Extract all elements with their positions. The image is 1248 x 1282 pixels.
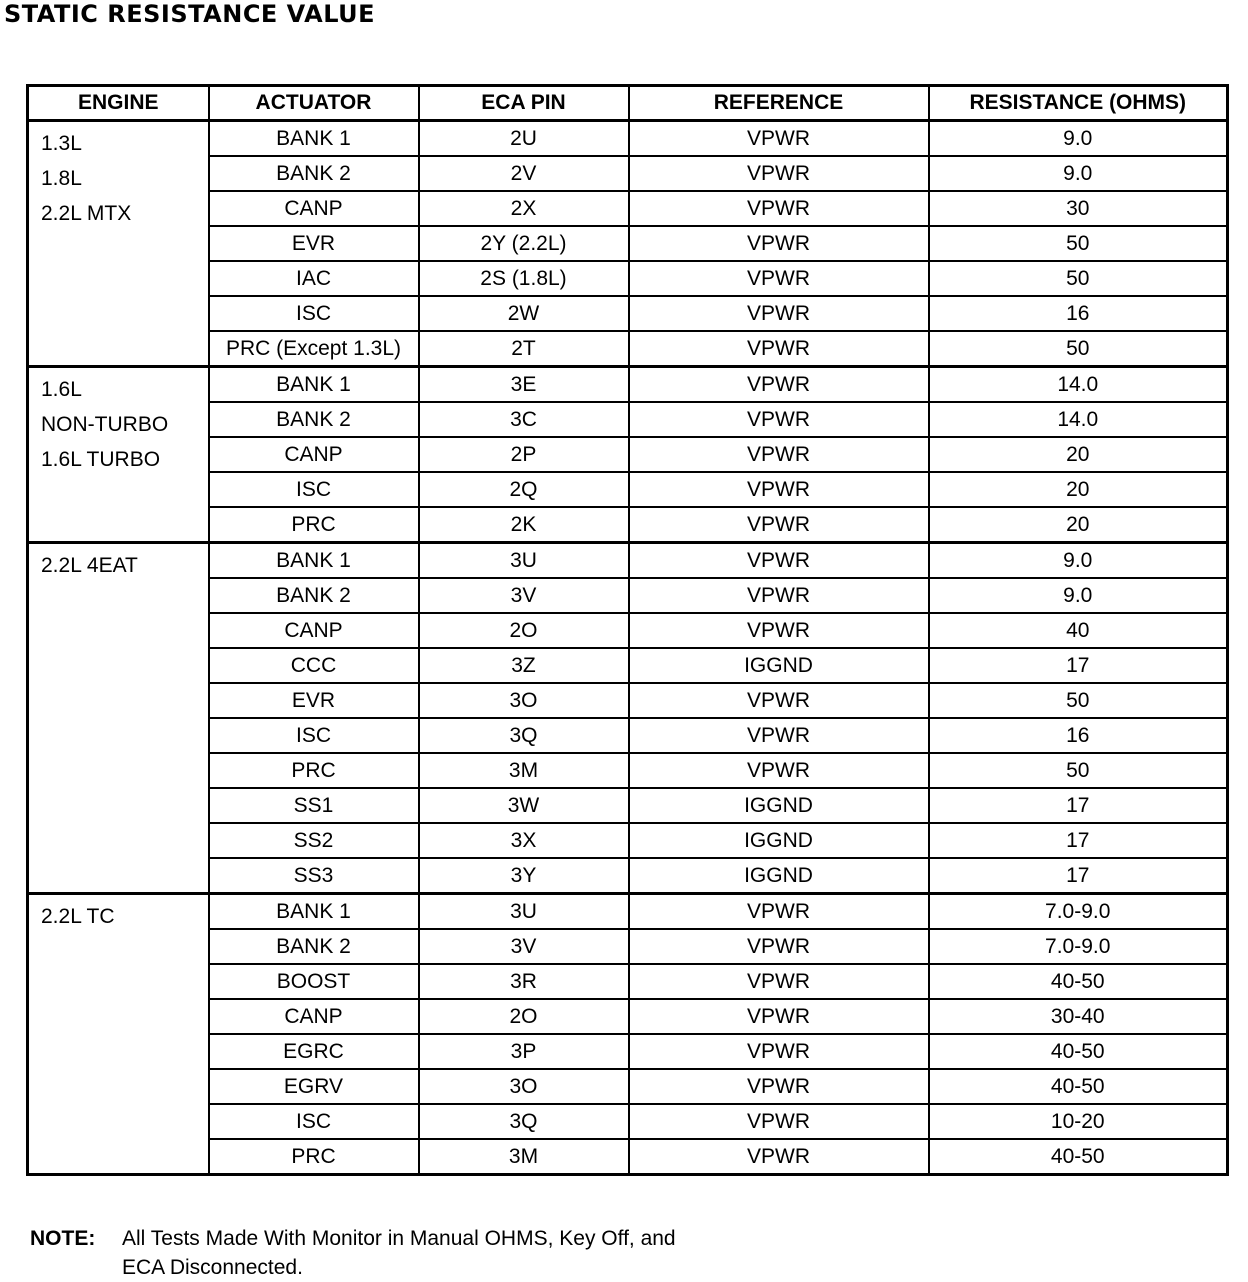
resistance-cell: 17 [929,648,1228,683]
eca-pin-cell: 2O [419,999,629,1034]
reference-cell: VPWR [629,1034,929,1069]
actuator-cell: BANK 2 [209,402,419,437]
reference-cell: VPWR [629,402,929,437]
table-body [28,121,1228,1175]
eca-pin-cell: 3M [419,1139,629,1175]
eca-pin-cell: 3V [419,578,629,613]
engine-cell [28,894,209,1175]
resistance-cell: 14.0 [929,367,1228,403]
reference-cell: VPWR [629,331,929,367]
eca-pin-cell: 2P [419,437,629,472]
resistance-cell: 9.0 [929,578,1228,613]
eca-pin-cell: 3Q [419,1104,629,1139]
reference-cell: VPWR [629,472,929,507]
eca-pin-cell: 3W [419,788,629,823]
eca-pin-cell: 2V [419,156,629,191]
note-line: ECA Disconnected. [122,1256,303,1279]
resistance-cell: 9.0 [929,156,1228,191]
actuator-cell: BANK 1 [209,894,419,930]
reference-cell: IGGND [629,858,929,894]
resistance-cell: 10-20 [929,1104,1228,1139]
resistance-cell: 50 [929,683,1228,718]
actuator-cell: EVR [209,683,419,718]
eca-pin-cell: 2K [419,507,629,543]
header-engine: ENGINE [28,86,209,121]
eca-pin-cell: 2Q [419,472,629,507]
eca-pin-cell: 3U [419,894,629,930]
eca-pin-cell: 2S (1.8L) [419,261,629,296]
actuator-cell: IAC [209,261,419,296]
reference-cell: VPWR [629,964,929,999]
actuator-cell: PRC [209,1139,419,1175]
actuator-cell: CCC [209,648,419,683]
actuator-cell: PRC (Except 1.3L) [209,331,419,367]
engine-label: 2.2L TC [41,905,115,928]
reference-cell: VPWR [629,683,929,718]
reference-cell: IGGND [629,788,929,823]
actuator-cell: ISC [209,718,419,753]
resistance-table [26,84,1229,1176]
reference-cell: VPWR [629,367,929,403]
reference-cell: VPWR [629,999,929,1034]
actuator-cell: CANP [209,613,419,648]
resistance-cell: 20 [929,507,1228,543]
actuator-cell: BANK 2 [209,156,419,191]
eca-pin-cell: 3Y [419,858,629,894]
reference-cell: VPWR [629,1139,929,1175]
actuator-cell: PRC [209,507,419,543]
reference-cell: VPWR [629,261,929,296]
resistance-cell: 7.0-9.0 [929,929,1228,964]
resistance-cell: 50 [929,331,1228,367]
reference-cell: IGGND [629,823,929,858]
resistance-cell: 30 [929,191,1228,226]
reference-cell: VPWR [629,543,929,579]
reference-cell: VPWR [629,437,929,472]
reference-cell: IGGND [629,648,929,683]
engine-cell [28,543,209,894]
actuator-cell: CANP [209,437,419,472]
header-resistance: RESISTANCE (OHMS) [929,86,1228,121]
engine-cell [28,367,209,543]
header-reference: REFERENCE [629,86,929,121]
eca-pin-cell: 2X [419,191,629,226]
table-header-row [28,86,1228,121]
reference-cell: VPWR [629,191,929,226]
reference-cell: VPWR [629,929,929,964]
resistance-cell: 40-50 [929,1069,1228,1104]
engine-cell [28,121,209,367]
reference-cell: VPWR [629,121,929,157]
actuator-cell: CANP [209,191,419,226]
actuator-cell: EVR [209,226,419,261]
eca-pin-cell: 2W [419,296,629,331]
resistance-cell: 30-40 [929,999,1228,1034]
engine-label: NON-TURBO [41,413,169,436]
resistance-cell: 17 [929,788,1228,823]
actuator-cell: EGRC [209,1034,419,1069]
table-row [28,894,1228,930]
note-line: All Tests Made With Monitor in Manual OHMS, Key Off, and [122,1227,676,1250]
note-label: NOTE: [30,1227,96,1250]
actuator-cell: SS2 [209,823,419,858]
actuator-cell: ISC [209,296,419,331]
resistance-cell: 17 [929,823,1228,858]
actuator-cell: BANK 1 [209,121,419,157]
reference-cell: VPWR [629,156,929,191]
resistance-cell: 17 [929,858,1228,894]
reference-cell: VPWR [629,296,929,331]
reference-cell: VPWR [629,1069,929,1104]
actuator-cell: PRC [209,753,419,788]
engine-label: 2.2L 4EAT [41,554,138,577]
reference-cell: VPWR [629,578,929,613]
reference-cell: VPWR [629,753,929,788]
page-title: STATIC RESISTANCE VALUE [4,0,376,28]
eca-pin-cell: 3C [419,402,629,437]
table-row [28,543,1228,579]
eca-pin-cell: 2Y (2.2L) [419,226,629,261]
resistance-cell: 20 [929,472,1228,507]
actuator-cell: ISC [209,472,419,507]
resistance-cell: 9.0 [929,543,1228,579]
header-eca-pin: ECA PIN [419,86,629,121]
eca-pin-cell: 3Q [419,718,629,753]
eca-pin-cell: 3X [419,823,629,858]
engine-label: 1.6L [41,378,82,401]
reference-cell: VPWR [629,894,929,930]
resistance-cell: 20 [929,437,1228,472]
actuator-cell: ISC [209,1104,419,1139]
eca-pin-cell: 3P [419,1034,629,1069]
resistance-cell: 50 [929,226,1228,261]
eca-pin-cell: 3U [419,543,629,579]
engine-label: 1.8L [41,167,82,190]
actuator-cell: CANP [209,999,419,1034]
actuator-cell: EGRV [209,1069,419,1104]
eca-pin-cell: 3R [419,964,629,999]
reference-cell: VPWR [629,718,929,753]
resistance-cell: 50 [929,753,1228,788]
resistance-cell: 40 [929,613,1228,648]
actuator-cell: SS3 [209,858,419,894]
eca-pin-cell: 2O [419,613,629,648]
resistance-cell: 9.0 [929,121,1228,157]
eca-pin-cell: 2U [419,121,629,157]
resistance-cell: 16 [929,296,1228,331]
resistance-cell: 40-50 [929,1034,1228,1069]
resistance-cell: 14.0 [929,402,1228,437]
eca-pin-cell: 3E [419,367,629,403]
actuator-cell: SS1 [209,788,419,823]
eca-pin-cell: 3O [419,1069,629,1104]
actuator-cell: BANK 1 [209,543,419,579]
reference-cell: VPWR [629,1104,929,1139]
resistance-cell: 7.0-9.0 [929,894,1228,930]
reference-cell: VPWR [629,613,929,648]
header-actuator: ACTUATOR [209,86,419,121]
resistance-cell: 50 [929,261,1228,296]
engine-label: 2.2L MTX [41,202,132,225]
note-text [122,1224,762,1282]
eca-pin-cell: 2T [419,331,629,367]
actuator-cell: BANK 2 [209,578,419,613]
eca-pin-cell: 3O [419,683,629,718]
actuator-cell: BOOST [209,964,419,999]
table-row [28,121,1228,157]
engine-label: 1.3L [41,132,82,155]
resistance-cell: 40-50 [929,964,1228,999]
actuator-cell: BANK 1 [209,367,419,403]
eca-pin-cell: 3M [419,753,629,788]
resistance-cell: 16 [929,718,1228,753]
actuator-cell: BANK 2 [209,929,419,964]
eca-pin-cell: 3Z [419,648,629,683]
resistance-cell: 40-50 [929,1139,1228,1175]
reference-cell: VPWR [629,507,929,543]
engine-label: 1.6L TURBO [41,448,161,471]
eca-pin-cell: 3V [419,929,629,964]
reference-cell: VPWR [629,226,929,261]
table-row [28,367,1228,403]
